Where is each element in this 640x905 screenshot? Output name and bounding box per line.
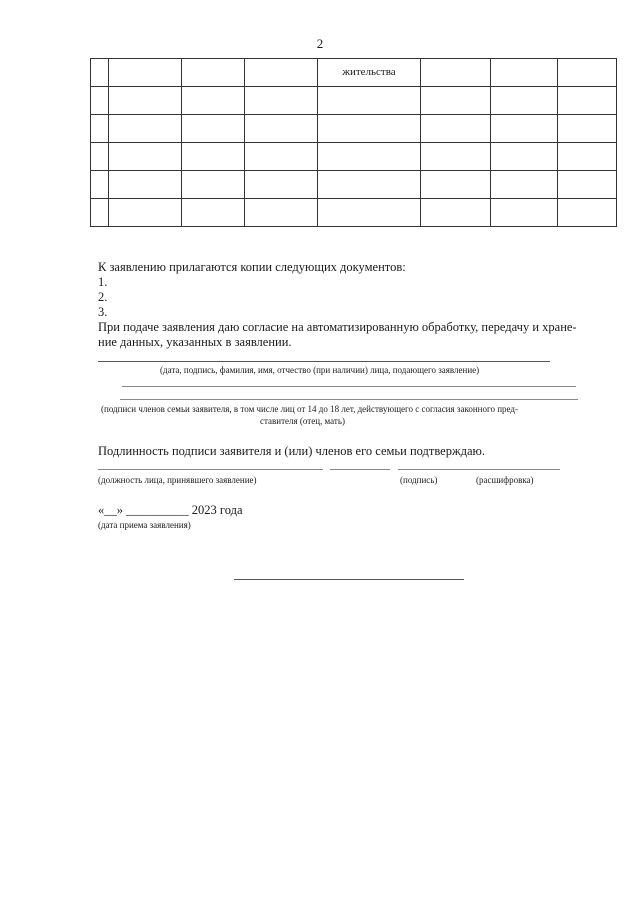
attachments-intro: К заявлению прилагаются копии следующих документов: (98, 260, 406, 274)
position-caption: (должность лица, принявшего заявление) (98, 475, 257, 485)
table-cell[interactable] (245, 199, 318, 227)
table-cell[interactable] (491, 171, 558, 199)
family-signature-caption-line-2: ставителя (отец, мать) (260, 416, 345, 426)
table-cell[interactable] (109, 199, 182, 227)
signature-line[interactable] (330, 469, 390, 470)
table-cell[interactable] (245, 115, 318, 143)
decoding-caption: (расшифровка) (476, 475, 534, 485)
table-row (91, 171, 617, 199)
table-row (91, 59, 617, 87)
table-cell[interactable] (558, 59, 617, 87)
table-cell[interactable] (421, 199, 491, 227)
table-cell[interactable] (421, 59, 491, 87)
table-row (91, 143, 617, 171)
consent-text-line-2: ние данных, указанных в заявлении. (98, 335, 292, 349)
closing-divider (234, 579, 464, 580)
table-cell[interactable] (558, 115, 617, 143)
table-cell[interactable] (491, 199, 558, 227)
table-cell[interactable] (245, 143, 318, 171)
table-cell[interactable] (109, 115, 182, 143)
position-line[interactable] (98, 469, 323, 470)
table-cell[interactable] (245, 59, 318, 87)
table-cell[interactable] (318, 143, 421, 171)
table-cell[interactable] (491, 143, 558, 171)
table-cell[interactable] (91, 143, 109, 171)
family-signature-line-1[interactable] (122, 386, 576, 387)
family-signature-line-2[interactable] (120, 399, 578, 400)
consent-text-line-1: При подаче заявления даю согласие на автоматизированную обработку, передачу и хране- (98, 320, 577, 334)
signature-caption: (подпись) (400, 475, 438, 485)
table-cell[interactable] (421, 115, 491, 143)
table-cell[interactable] (318, 87, 421, 115)
applicant-signature-caption: (дата, подпись, фамилия, имя, отчество (при наличии) лица, подающего заявление) (160, 365, 480, 375)
table-cell[interactable] (182, 59, 245, 87)
family-signature-caption-line-1: (подписи членов семьи заявителя, в том числе лиц от 14 до 18 лет, действующего с согласия законного пред- (101, 404, 518, 414)
attachment-item-2: 2. (98, 290, 108, 304)
table-cell[interactable] (421, 87, 491, 115)
applicant-signature-line[interactable] (98, 361, 550, 362)
authenticity-text: Подлинность подписи заявителя и (или) членов его семьи подтверждаю. (98, 444, 485, 458)
table-cell[interactable] (109, 143, 182, 171)
table-cell[interactable] (318, 115, 421, 143)
table-cell[interactable] (491, 59, 558, 87)
table-cell[interactable] (558, 199, 617, 227)
table-cell[interactable] (91, 59, 109, 87)
acceptance-date-text: «__» __________ 2023 года (98, 503, 243, 517)
table-cell[interactable] (109, 87, 182, 115)
table-cell[interactable] (318, 199, 421, 227)
table-cell[interactable] (421, 171, 491, 199)
table-cell[interactable] (558, 143, 617, 171)
table-cell[interactable] (91, 199, 109, 227)
table-cell[interactable] (182, 199, 245, 227)
page-number: 2 (316, 36, 324, 51)
table-cell[interactable] (182, 171, 245, 199)
form-table (90, 58, 617, 227)
table-cell[interactable] (421, 143, 491, 171)
table-cell[interactable] (491, 87, 558, 115)
table-row (91, 199, 617, 227)
table-row (91, 87, 617, 115)
table-cell[interactable] (91, 87, 109, 115)
table-row (91, 115, 617, 143)
table-cell[interactable] (318, 171, 421, 199)
table-cell[interactable] (182, 115, 245, 143)
table-cell[interactable] (109, 171, 182, 199)
attachment-item-3: 3. (98, 305, 108, 319)
table-cell[interactable] (491, 115, 558, 143)
table-cell[interactable] (245, 87, 318, 115)
table-cell[interactable] (182, 87, 245, 115)
table-cell[interactable] (91, 171, 109, 199)
table-cell[interactable]: жительства (318, 59, 421, 87)
table-cell[interactable] (558, 171, 617, 199)
decoding-line[interactable] (398, 469, 560, 470)
attachment-item-1: 1. (98, 275, 108, 289)
table-cell[interactable] (558, 87, 617, 115)
table-cell[interactable] (109, 59, 182, 87)
table-cell[interactable] (245, 171, 318, 199)
acceptance-date-caption: (дата приема заявления) (98, 520, 191, 530)
table-cell[interactable] (91, 115, 109, 143)
table-cell[interactable] (182, 143, 245, 171)
